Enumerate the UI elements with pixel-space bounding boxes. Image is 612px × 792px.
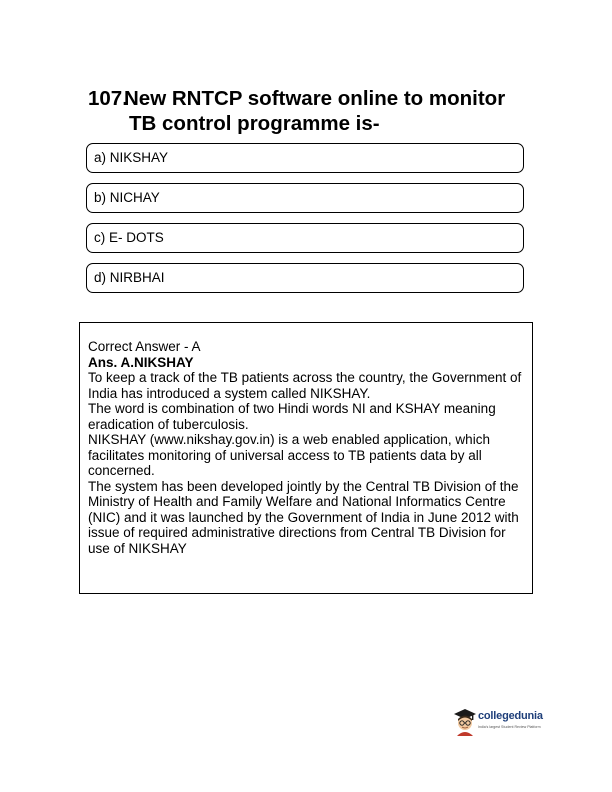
collegedunia-logo	[451, 706, 561, 736]
logo-tagline: India's largest Student Review Platform	[478, 725, 541, 729]
answer-explanation-box	[79, 322, 533, 594]
option-c[interactable]: c) E- DOTS	[86, 223, 524, 253]
explanation-paragraph-3: NIKSHAY (www.nikshay.gov.in) is a web enabled application, which facilitates monitoring of universal access to TB patients data by all concerned.	[88, 432, 490, 478]
logo-name: collegedunia	[478, 710, 543, 722]
explanation-paragraph-2: The word is combination of two Hindi words NI and KSHAY meaning eradication of tuberculosis.	[88, 401, 496, 432]
explanation-paragraph-4: The system has been developed jointly by the Central TB Division of the Ministry of Health and Family Welfare and National Informatics Centre (NIC) and it was launched by the Government of India in June 2012 with issue of required administrative directions from Central TB Division for use of NIKSHAY	[88, 478, 519, 556]
option-b[interactable]: b) NICHAY	[86, 183, 524, 213]
answer-title: Ans. A.NIKSHAY	[88, 354, 194, 370]
question-line-1: New RNTCP software online to monitor	[124, 87, 506, 110]
explanation-paragraph-1: To keep a track of the TB patients across the country, the Government of India has introduced a system called NIKSHAY.	[88, 370, 522, 401]
option-a[interactable]: a) NIKSHAY	[86, 143, 524, 173]
option-d[interactable]: d) NIRBHAI	[86, 263, 524, 293]
correct-answer-label: Correct Answer - A	[88, 339, 201, 354]
question-number: 107.	[88, 87, 128, 110]
question-text	[124, 86, 544, 136]
graduate-mascot-icon	[451, 706, 479, 736]
question-line-2: TB control programme is-	[129, 112, 380, 135]
